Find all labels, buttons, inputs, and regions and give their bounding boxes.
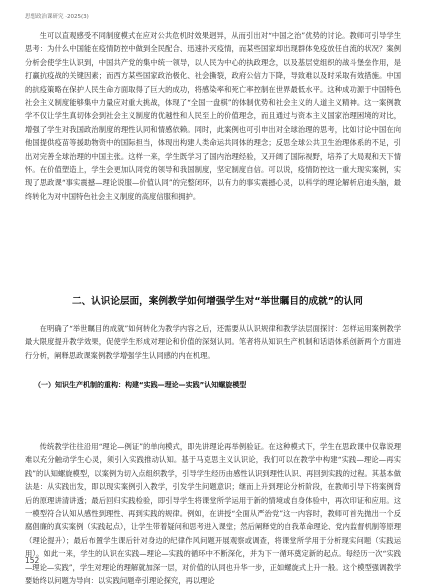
page-number: 152 <box>25 556 40 565</box>
sub-heading: （一）知识生产机制的重构：构建“实践—理论—实践”认知螺旋模型 <box>34 381 247 389</box>
body-paragraph-2: 在明确了“举世瞩目的成就”如何转化为教学内容之后，还需要从认识规律和教学法层面探讨：怎样运用案例教学最大限度提升教学效果，促使学生形成对理论和价值的深刻认同。笔者将从知识生产机制和话语体系创新两个方面进行分析，阐释思政课案例教学增强学生认同感的内在机理。 <box>25 324 401 360</box>
journal-header: 思想政治课研究 ·2025(3) <box>25 14 89 20</box>
body-paragraph-1: 生可以直观感受不同制度模式在应对公共危机时效果迥异，从而引出对“中国之治”优势的讨论。教师可引导学生思考：为什么中国能在疫情防控中做到全民配合、迅速扑灭疫情，而某些国家却出现群体免疫放任自流的状况？案例分析会使学生认识到，中国共产党的集中统一领导，以人民为中心的执政理念，以及基层党组织的战斗堡垒作用，是打赢抗疫战的关键因素；而西方某些国家政治极化、社会撕裂，政府公信力下降，导致难以及时采取有效措施。中国的抗疫策略在保护人民生命方面取得了巨大的成功，将感染率和死亡率控制在世界最低水平。这种成功源于中国特色社会主义制度能够集中力量应对重大挑战，体现了“全国一盘棋”的体制优势和社会主义的人道主义精神。这一案例教学不仅让学生真切体会到社会主义制度的优越性和人民至上的价值理念，而且通过与资本主义国家治理困境的对比，增强了学生对我国政治制度的理性认同和情感依赖。同时，此案例也可引申出对全球治理的思考，比如讨论中国在向他国提供疫苗等援助物资中的国际担当，体现出构建人类命运共同体的理念；反思全球公共卫生治理体系的不足，引出对完善全球治理的中国主张。这样一来，学生既学习了国内治理经验，又开阔了国际视野，培养了大局观和天下情怀。在价值塑造上，学生会更加认同党的领导和我国制度，坚定制度自信。可以说，疫情防控这一重大现实案例，实现了思政课“事实震撼—理论说服—价值认同”的完整闭环，以有力的事实震撼心灵，以科学的理论解析启迪头脑，最终转化为对中国特色社会主义制度的高度信服和拥护。 <box>25 31 401 201</box>
section-title: 二、认识论层面，案例教学如何增强学生对“举世瞩目的成就”的认同 <box>72 296 363 307</box>
body-paragraph-3: 传统教学往往沿用“理论—例证”的单向模式，即先讲理论再举例验证。在这种模式下，学生在思政课中仅靠说理难以充分触动学生心灵，须引入实践推动认知。基于马克思主义认识论，我们可以在教学中构建“实践—理论—再实践”的认知螺旋模型，以案例为切入点组织教学，引导学生经历由感性认识到理性认识、再回到实践的过程。其基本做法是：从实践出发，即以现实案例引入教学，引发学生问题意识；继而上升到理论分析阶段，在教师引导下将案例背后的原理讲清讲透；最后回归实践检验，即引导学生将课堂所学运用于新的情境或自身体验中，再次印证和应用。这一模型符合认知从感性到理性、再到实践的规律。例如，在讲授“全面从严治党”这一内容时，教师可首先抛出一个反腐倡廉的真实案例（实践起点），让学生带着疑问和思考进入课堂；然后阐释党的自我革命理论、党内监督机制等原理（理论提升）；最后布置学生课后针对身边的纪律作风问题开展观察或调查，将课堂所学用于分析现实问题（实践运用）。如此一来，学生的认识在实践—理论—实践的循环中不断深化，并为下一循环奠定新的起点。每经历一次“实践—理论—实践”，学生对理论的理解就加深一层，对价值的认同也升华一步，正如螺旋式上升一般。这个模型强调教学要始终以问题为导向：以实践问题牵引理论探究，再以理论 <box>25 442 401 586</box>
